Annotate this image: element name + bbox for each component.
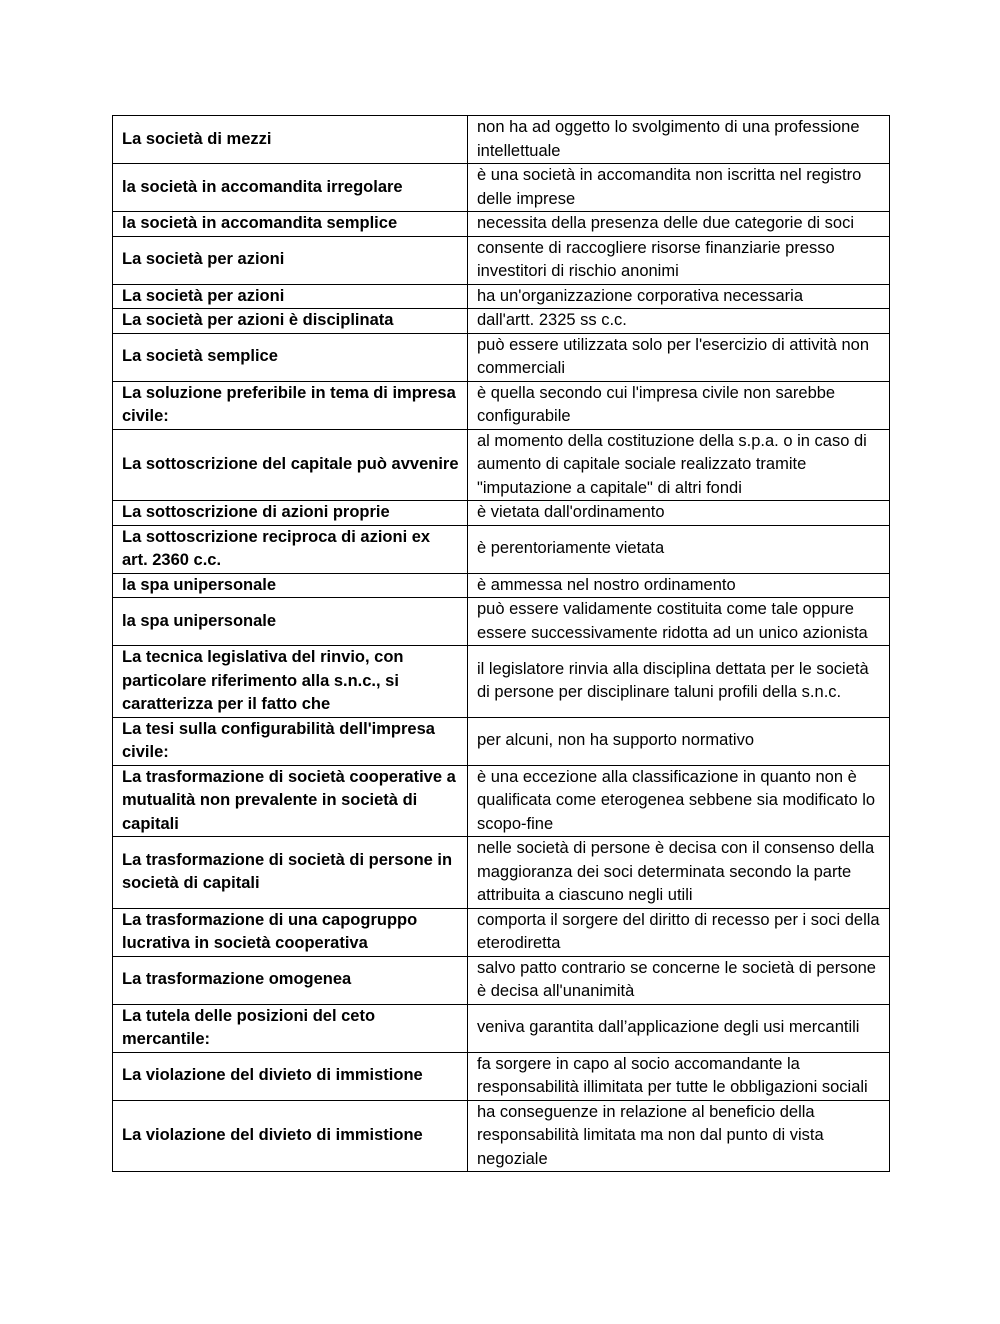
question-cell: La società per azioni xyxy=(113,236,468,284)
question-cell: La trasformazione omogenea xyxy=(113,956,468,1004)
table-row xyxy=(113,598,890,646)
question-cell: La soluzione preferibile in tema di impresa civile: xyxy=(113,381,468,429)
answer-cell: è una società in accomandita non iscritta nel registro delle imprese xyxy=(468,164,890,212)
answer-cell: nelle società di persone è decisa con il consenso della maggioranza dei soci determinata secondo la parte attribuita a ciascuno negli utili xyxy=(468,837,890,909)
table-row xyxy=(113,956,890,1004)
qa-table xyxy=(112,115,890,1172)
question-cell: La sottoscrizione di azioni proprie xyxy=(113,501,468,526)
qa-table-body xyxy=(113,116,890,1172)
question-cell: la società in accomandita semplice xyxy=(113,212,468,237)
question-cell: La trasformazione di società cooperative a mutualità non prevalente in società di capitali xyxy=(113,765,468,837)
table-row xyxy=(113,284,890,309)
question-cell: La violazione del divieto di immistione xyxy=(113,1100,468,1172)
table-row xyxy=(113,501,890,526)
table-row xyxy=(113,236,890,284)
question-cell: La sottoscrizione del capitale può avvenire xyxy=(113,429,468,501)
answer-cell: veniva garantita dall’applicazione degli usi mercantili xyxy=(468,1004,890,1052)
answer-cell: è quella secondo cui l'impresa civile non sarebbe configurabile xyxy=(468,381,890,429)
table-row xyxy=(113,429,890,501)
question-cell: La violazione del divieto di immistione xyxy=(113,1052,468,1100)
answer-cell: necessita della presenza delle due categorie di soci xyxy=(468,212,890,237)
table-row xyxy=(113,837,890,909)
table-row xyxy=(113,525,890,573)
answer-cell: non ha ad oggetto lo svolgimento di una professione intellettuale xyxy=(468,116,890,164)
answer-cell: fa sorgere in capo al socio accomandante la responsabilità illimitata per tutte le obbligazioni sociali xyxy=(468,1052,890,1100)
answer-cell: è perentoriamente vietata xyxy=(468,525,890,573)
question-cell: La tutela delle posizioni del ceto mercantile: xyxy=(113,1004,468,1052)
answer-cell: dall'artt. 2325 ss c.c. xyxy=(468,309,890,334)
answer-cell: comporta il sorgere del diritto di recesso per i soci della eterodiretta xyxy=(468,908,890,956)
answer-cell: salvo patto contrario se concerne le società di persone è decisa all'unanimità xyxy=(468,956,890,1004)
question-cell: La trasformazione di una capogruppo lucrativa in società cooperativa xyxy=(113,908,468,956)
table-row xyxy=(113,908,890,956)
question-cell: la società in accomandita irregolare xyxy=(113,164,468,212)
table-row xyxy=(113,573,890,598)
question-cell: La sottoscrizione reciproca di azioni ex art. 2360 c.c. xyxy=(113,525,468,573)
answer-cell: può essere validamente costituita come tale oppure essere successivamente ridotta ad un unico azionista xyxy=(468,598,890,646)
answer-cell: è una eccezione alla classificazione in quanto non è qualificata come eterogenea sebbene sia modificato lo scopo-fine xyxy=(468,765,890,837)
question-cell: La società semplice xyxy=(113,333,468,381)
question-cell: La società per azioni xyxy=(113,284,468,309)
question-cell: La società di mezzi xyxy=(113,116,468,164)
question-cell: La trasformazione di società di persone in società di capitali xyxy=(113,837,468,909)
answer-cell: per alcuni, non ha supporto normativo xyxy=(468,717,890,765)
question-cell: La tecnica legislativa del rinvio, con particolare riferimento alla s.n.c., si caratterizza per il fatto che xyxy=(113,646,468,718)
question-cell: la spa unipersonale xyxy=(113,598,468,646)
answer-cell: al momento della costituzione della s.p.a. o in caso di aumento di capitale sociale realizzato tramite "imputazione a capitale" di altri fondi xyxy=(468,429,890,501)
table-row xyxy=(113,1100,890,1172)
table-row xyxy=(113,1052,890,1100)
question-cell: La tesi sulla configurabilità dell'impresa civile: xyxy=(113,717,468,765)
table-row xyxy=(113,164,890,212)
answer-cell: il legislatore rinvia alla disciplina dettata per le società di persone per disciplinare taluni profili della s.n.c. xyxy=(468,646,890,718)
table-row xyxy=(113,212,890,237)
answer-cell: consente di raccogliere risorse finanziarie presso investitori di rischio anonimi xyxy=(468,236,890,284)
table-row xyxy=(113,765,890,837)
table-row xyxy=(113,717,890,765)
table-row xyxy=(113,309,890,334)
question-cell: la spa unipersonale xyxy=(113,573,468,598)
answer-cell: è ammessa nel nostro ordinamento xyxy=(468,573,890,598)
table-row xyxy=(113,116,890,164)
table-row xyxy=(113,381,890,429)
question-cell: La società per azioni è disciplinata xyxy=(113,309,468,334)
table-row xyxy=(113,646,890,718)
answer-cell: è vietata dall'ordinamento xyxy=(468,501,890,526)
answer-cell: ha un'organizzazione corporativa necessaria xyxy=(468,284,890,309)
table-row xyxy=(113,333,890,381)
answer-cell: ha conseguenze in relazione al beneficio della responsabilità limitata ma non dal punto di vista negoziale xyxy=(468,1100,890,1172)
table-row xyxy=(113,1004,890,1052)
answer-cell: può essere utilizzata solo per l'esercizio di attività non commerciali xyxy=(468,333,890,381)
